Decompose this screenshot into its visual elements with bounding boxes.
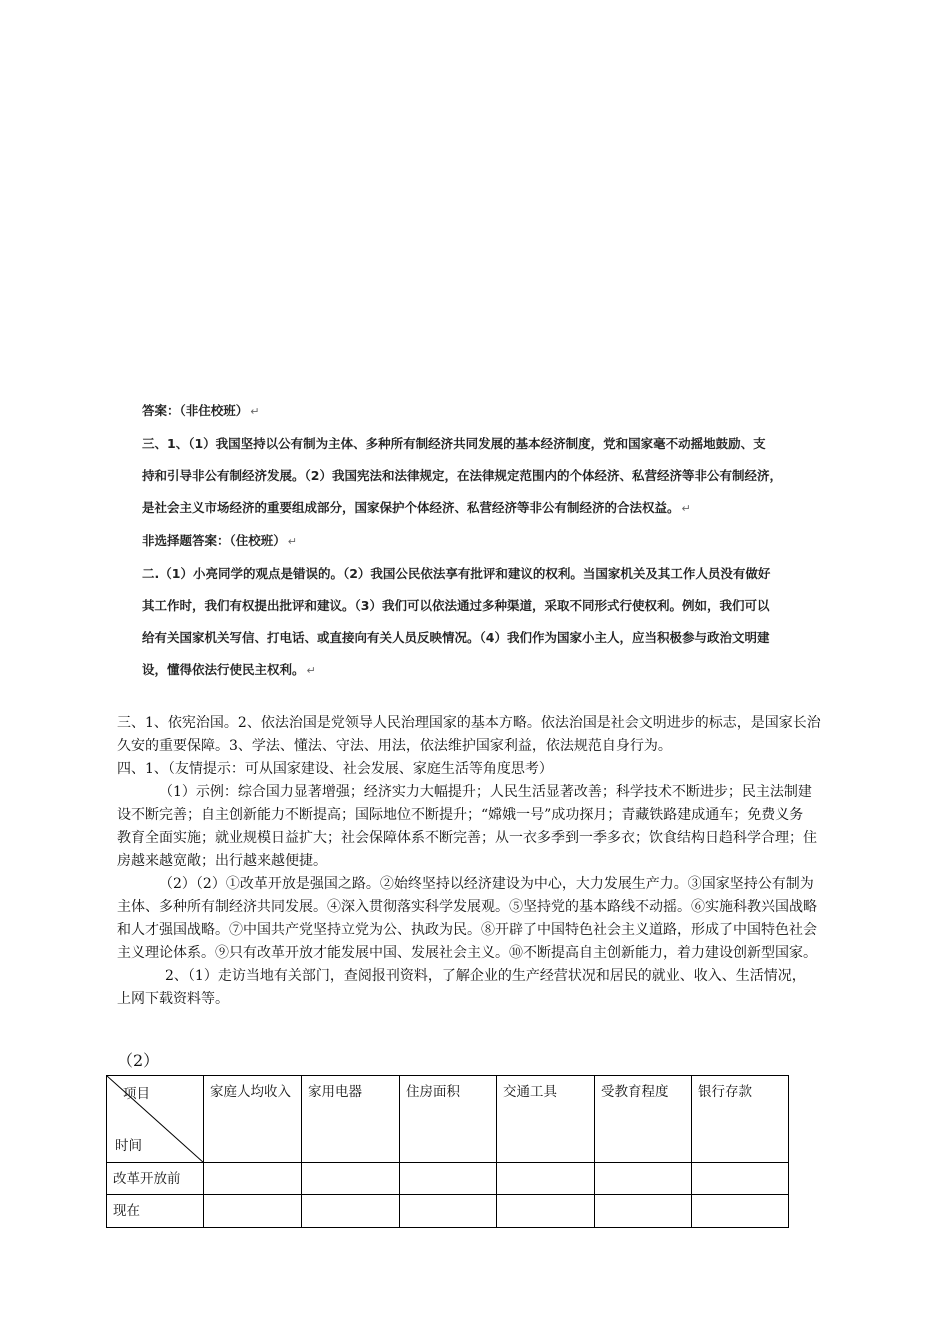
empty-cell [497, 1163, 595, 1195]
header-cell: 家用电器 [302, 1076, 400, 1163]
header-cell: 受教育程度 [595, 1076, 692, 1163]
empty-cell [302, 1195, 400, 1228]
p4-1-line-4: 房越来越宽敞；出行越来越便捷。 [117, 853, 327, 869]
table-label: （2） [117, 1051, 160, 1070]
p4-1-line-3: 教育全面实施；就业规模日益扩大；社会保障体系不断完善；从一衣多季到一季多衣；饮食结构日趋科学合理；住 [117, 830, 817, 846]
p4-2-line-4: 主义理论体系。⑨只有改革开放才能发展中国、发展社会主义。⑩不断提高自主创新能力，着力建设创新型国家。 [117, 945, 817, 961]
row-label: 改革开放前 [107, 1163, 204, 1195]
header-cell: 家庭人均收入 [204, 1076, 302, 1163]
comparison-table [106, 1075, 789, 1228]
row-label: 现在 [107, 1195, 204, 1228]
empty-cell [400, 1163, 497, 1195]
p4-title: 四、1、（友情提示：可从国家建设、社会发展、家庭生活等角度思考） [117, 761, 553, 777]
section2-line-2: 其工作时，我们有权提出批评和建议。（3）我们可以依法通过多种渠道，采取不同形式行使权利。例如，我们可以 [142, 598, 770, 613]
empty-cell [302, 1163, 400, 1195]
main-answer-text [117, 712, 837, 1011]
section3-line-3: 是社会主义市场经济的重要组成部分，国家保护个体经济、私营经济等非公有制经济的合法权益。 ↵ [142, 500, 691, 515]
answer-heading: 答案：（非住校班） ↵ [142, 403, 260, 418]
p4-2-line-2: 主体、多种所有制经济共同发展。④深入贯彻落实科学发展观。⑤坚持党的基本路线不动摇。⑥实施科教兴国战略 [117, 899, 817, 915]
p4-2-line-1: （2）（2）①改革开放是强国之路。②始终坚持以经济建设为中心，大力发展生产力。③国家坚持公有制为 [159, 876, 814, 892]
empty-cell [595, 1195, 692, 1228]
nonchoice-heading: 非选择题答案：（住校班） ↵ [142, 533, 297, 548]
p4-2-line-3: 和人才强国战略。⑦中国共产党坚持立党为公、执政为民。⑧开辟了中国特色社会主义道路，形成了中国特色社会 [117, 922, 817, 938]
header-cell: 银行存款 [692, 1076, 789, 1163]
p5-line-2: 上网下载资料等。 [117, 991, 229, 1007]
empty-cell [204, 1163, 302, 1195]
table-corner-cell [107, 1076, 204, 1163]
corner-bottom-label: 时间 [115, 1138, 142, 1154]
section3-line-2: 持和引导非公有制经济发展。（2）我国宪法和法律规定，在法律规定范围内的个体经济、私营经济等非公有制经济， [142, 468, 782, 483]
p3-line-2: 久安的重要保障。3、学法、懂法、守法、用法，依法维护国家利益，依法规范自身行为。 [117, 738, 672, 754]
empty-cell [497, 1195, 595, 1228]
empty-cell [692, 1195, 789, 1228]
table-row [107, 1163, 789, 1195]
table-row [107, 1195, 789, 1228]
corner-top-label: 项目 [123, 1086, 150, 1102]
empty-cell [692, 1163, 789, 1195]
section2-line-4: 设，懂得依法行使民主权利。 ↵ [142, 662, 316, 677]
section2-line-1: 二.（1）小亮同学的观点是错误的。（2）我国公民依法享有批评和建议的权利。当国家机关及其工作人员没有做好 [142, 566, 771, 581]
header-cell: 交通工具 [497, 1076, 595, 1163]
scanned-answer-block [142, 400, 802, 682]
header-cell: 住房面积 [400, 1076, 497, 1163]
empty-cell [400, 1195, 497, 1228]
p4-1-line-1: （1）示例：综合国力显著增强；经济实力大幅提升；人民生活显著改善；科学技术不断进步；民主法制建 [159, 784, 812, 800]
empty-cell [204, 1195, 302, 1228]
empty-cell [595, 1163, 692, 1195]
section3-line-1: 三、1、（1）我国坚持以公有制为主体、多种所有制经济共同发展的基本经济制度，党和国家毫不动摇地鼓励、支 [142, 436, 766, 451]
p5-line-1: 2、（1）走访当地有关部门，查阅报刊资料，了解企业的生产经营状况和居民的就业、收入、生活情况， [165, 968, 806, 984]
p3-line-1: 三、1、依宪治国。2、依法治国是党领导人民治理国家的基本方略。依法治国是社会文明进步的标志，是国家长治 [117, 715, 821, 731]
section2-line-3: 给有关国家机关写信、打电话、或直接向有关人员反映情况。（4）我们作为国家小主人，应当积极参与政治文明建 [142, 630, 770, 645]
p4-1-line-2: 设不断完善；自主创新能力不断提高；国际地位不断提升；“嫦娥一号”成功探月；青藏铁路建成通车；免费义务 [117, 807, 804, 823]
